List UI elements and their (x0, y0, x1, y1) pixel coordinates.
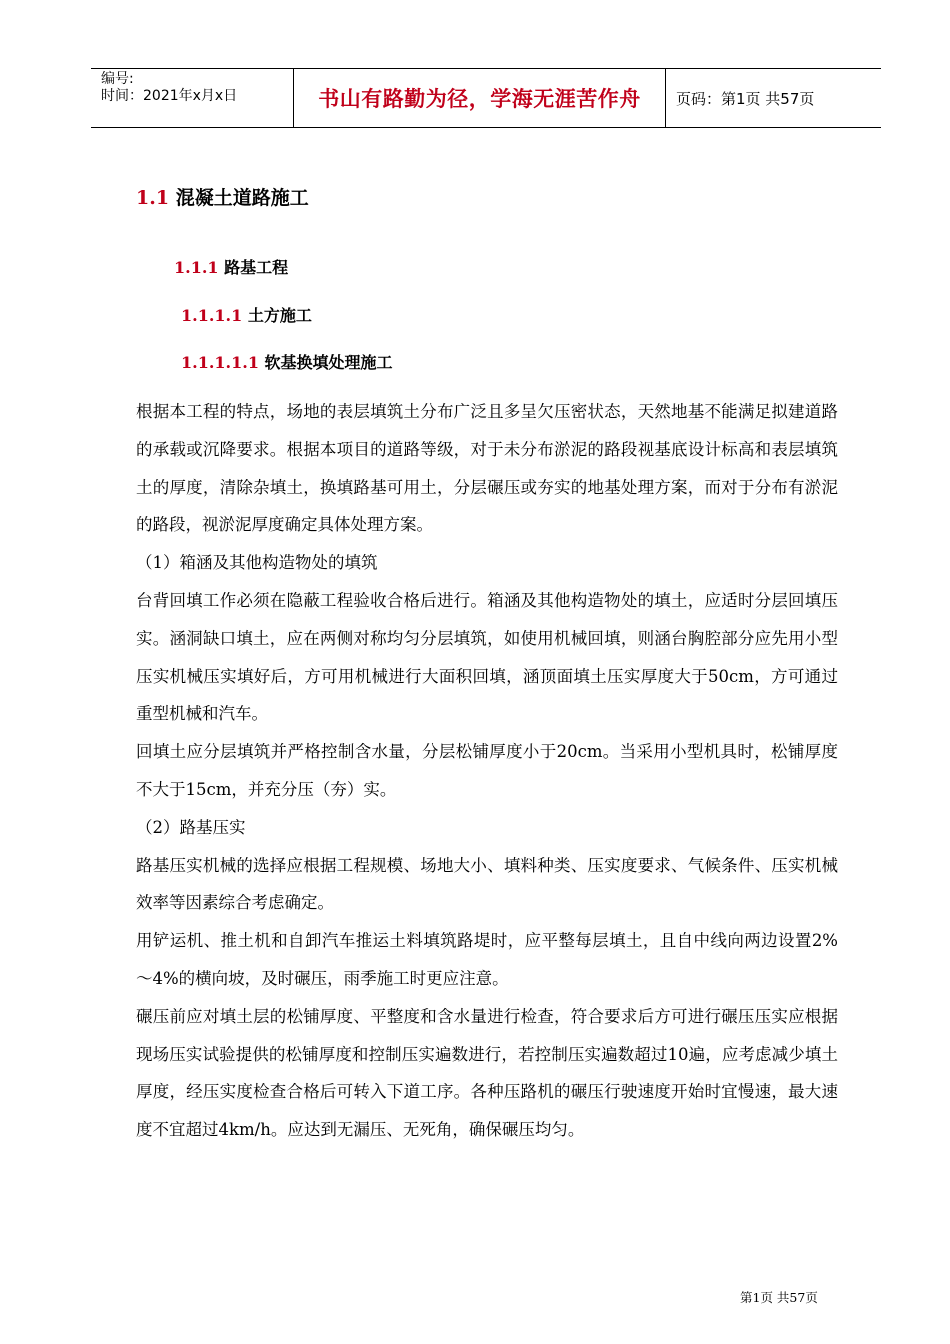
header-meta (91, 69, 293, 127)
subheading: （1）箱涵及其他构造物处的填筑 (136, 553, 378, 573)
heading-1-number: 1.1 (136, 187, 170, 209)
heading-3-title: 土方施工 (247, 306, 312, 325)
paragraph: 碾压前应对填土层的松铺厚度、平整度和含水量进行检查，符合要求后方可进行碾压压实应根据现场压实试验提供的松铺厚度和控制压实遍数进行，若控制压实遍数超过10遍，应考虑减少填土厚度，经压实度检查合格后可转入下道工序。各种压路机的碾压行驶速度开始时宜慢速，最大速度不宜超过4km/h。应达到无漏压、无死角，确保碾压均匀。 (136, 1006, 838, 1140)
header-number: 编号: (101, 71, 134, 87)
document-body (136, 393, 838, 1149)
header-page-info: 页码：第1页 共57页 (676, 89, 815, 108)
heading-1 (136, 183, 309, 210)
heading-4-number: 1.1.1.1.1 (181, 353, 259, 372)
heading-2-title: 路基工程 (224, 258, 289, 277)
page-footer: 第1页 共57页 (740, 1290, 818, 1305)
heading-3-number: 1.1.1.1 (181, 306, 243, 325)
heading-2-number: 1.1.1 (174, 258, 219, 277)
paragraph: 根据本工程的特点，场地的表层填筑土分布广泛且多呈欠压密状态，天然地基不能满足拟建道路的承载或沉降要求。根据本项目的道路等级，对于未分布淤泥的路段视基底设计标高和表层填筑土的厚度，清除杂填土，换填路基可用土，分层碾压或夯实的地基处理方案，而对于分布有淤泥的路段，视淤泥厚度确定具体处理方案。 (136, 402, 838, 535)
subheading: （2）路基压实 (136, 817, 246, 837)
paragraph: 台背回填工作必须在隐蔽工程验收合格后进行。箱涵及其他构造物处的填土，应适时分层回填压实。涵洞缺口填土，应在两侧对称均匀分层填筑，如使用机械回填，则涵台胸腔部分应先用小型压实机械压实填好后，方可用机械进行大面积回填，涵顶面填土压实厚度大于50cm，方可通过重型机械和汽车。 (136, 590, 838, 724)
heading-3 (181, 303, 312, 326)
header-time: 时间：2021年x月x日 (101, 88, 238, 104)
page-header (91, 68, 881, 128)
header-motto: 书山有路勤为径，学海无涯苦作舟 (293, 69, 666, 127)
heading-4 (181, 350, 393, 373)
heading-4-title: 软基换填处理施工 (264, 353, 393, 372)
paragraph: 回填土应分层填筑并严格控制含水量，分层松铺厚度小于20cm。当采用小型机具时，松铺厚度不大于15cm，并充分压（夯）实。 (136, 742, 838, 799)
paragraph: 用铲运机、推土机和自卸汽车推运土料填筑路堤时，应平整每层填土，且自中线向两边设置2%～4%的横向坡，及时碾压，雨季施工时更应注意。 (136, 931, 838, 988)
paragraph: 路基压实机械的选择应根据工程规模、场地大小、填料种类、压实度要求、气候条件、压实机械效率等因素综合考虑确定。 (136, 855, 838, 913)
heading-2 (174, 255, 288, 278)
heading-1-title: 混凝土道路施工 (175, 187, 309, 209)
